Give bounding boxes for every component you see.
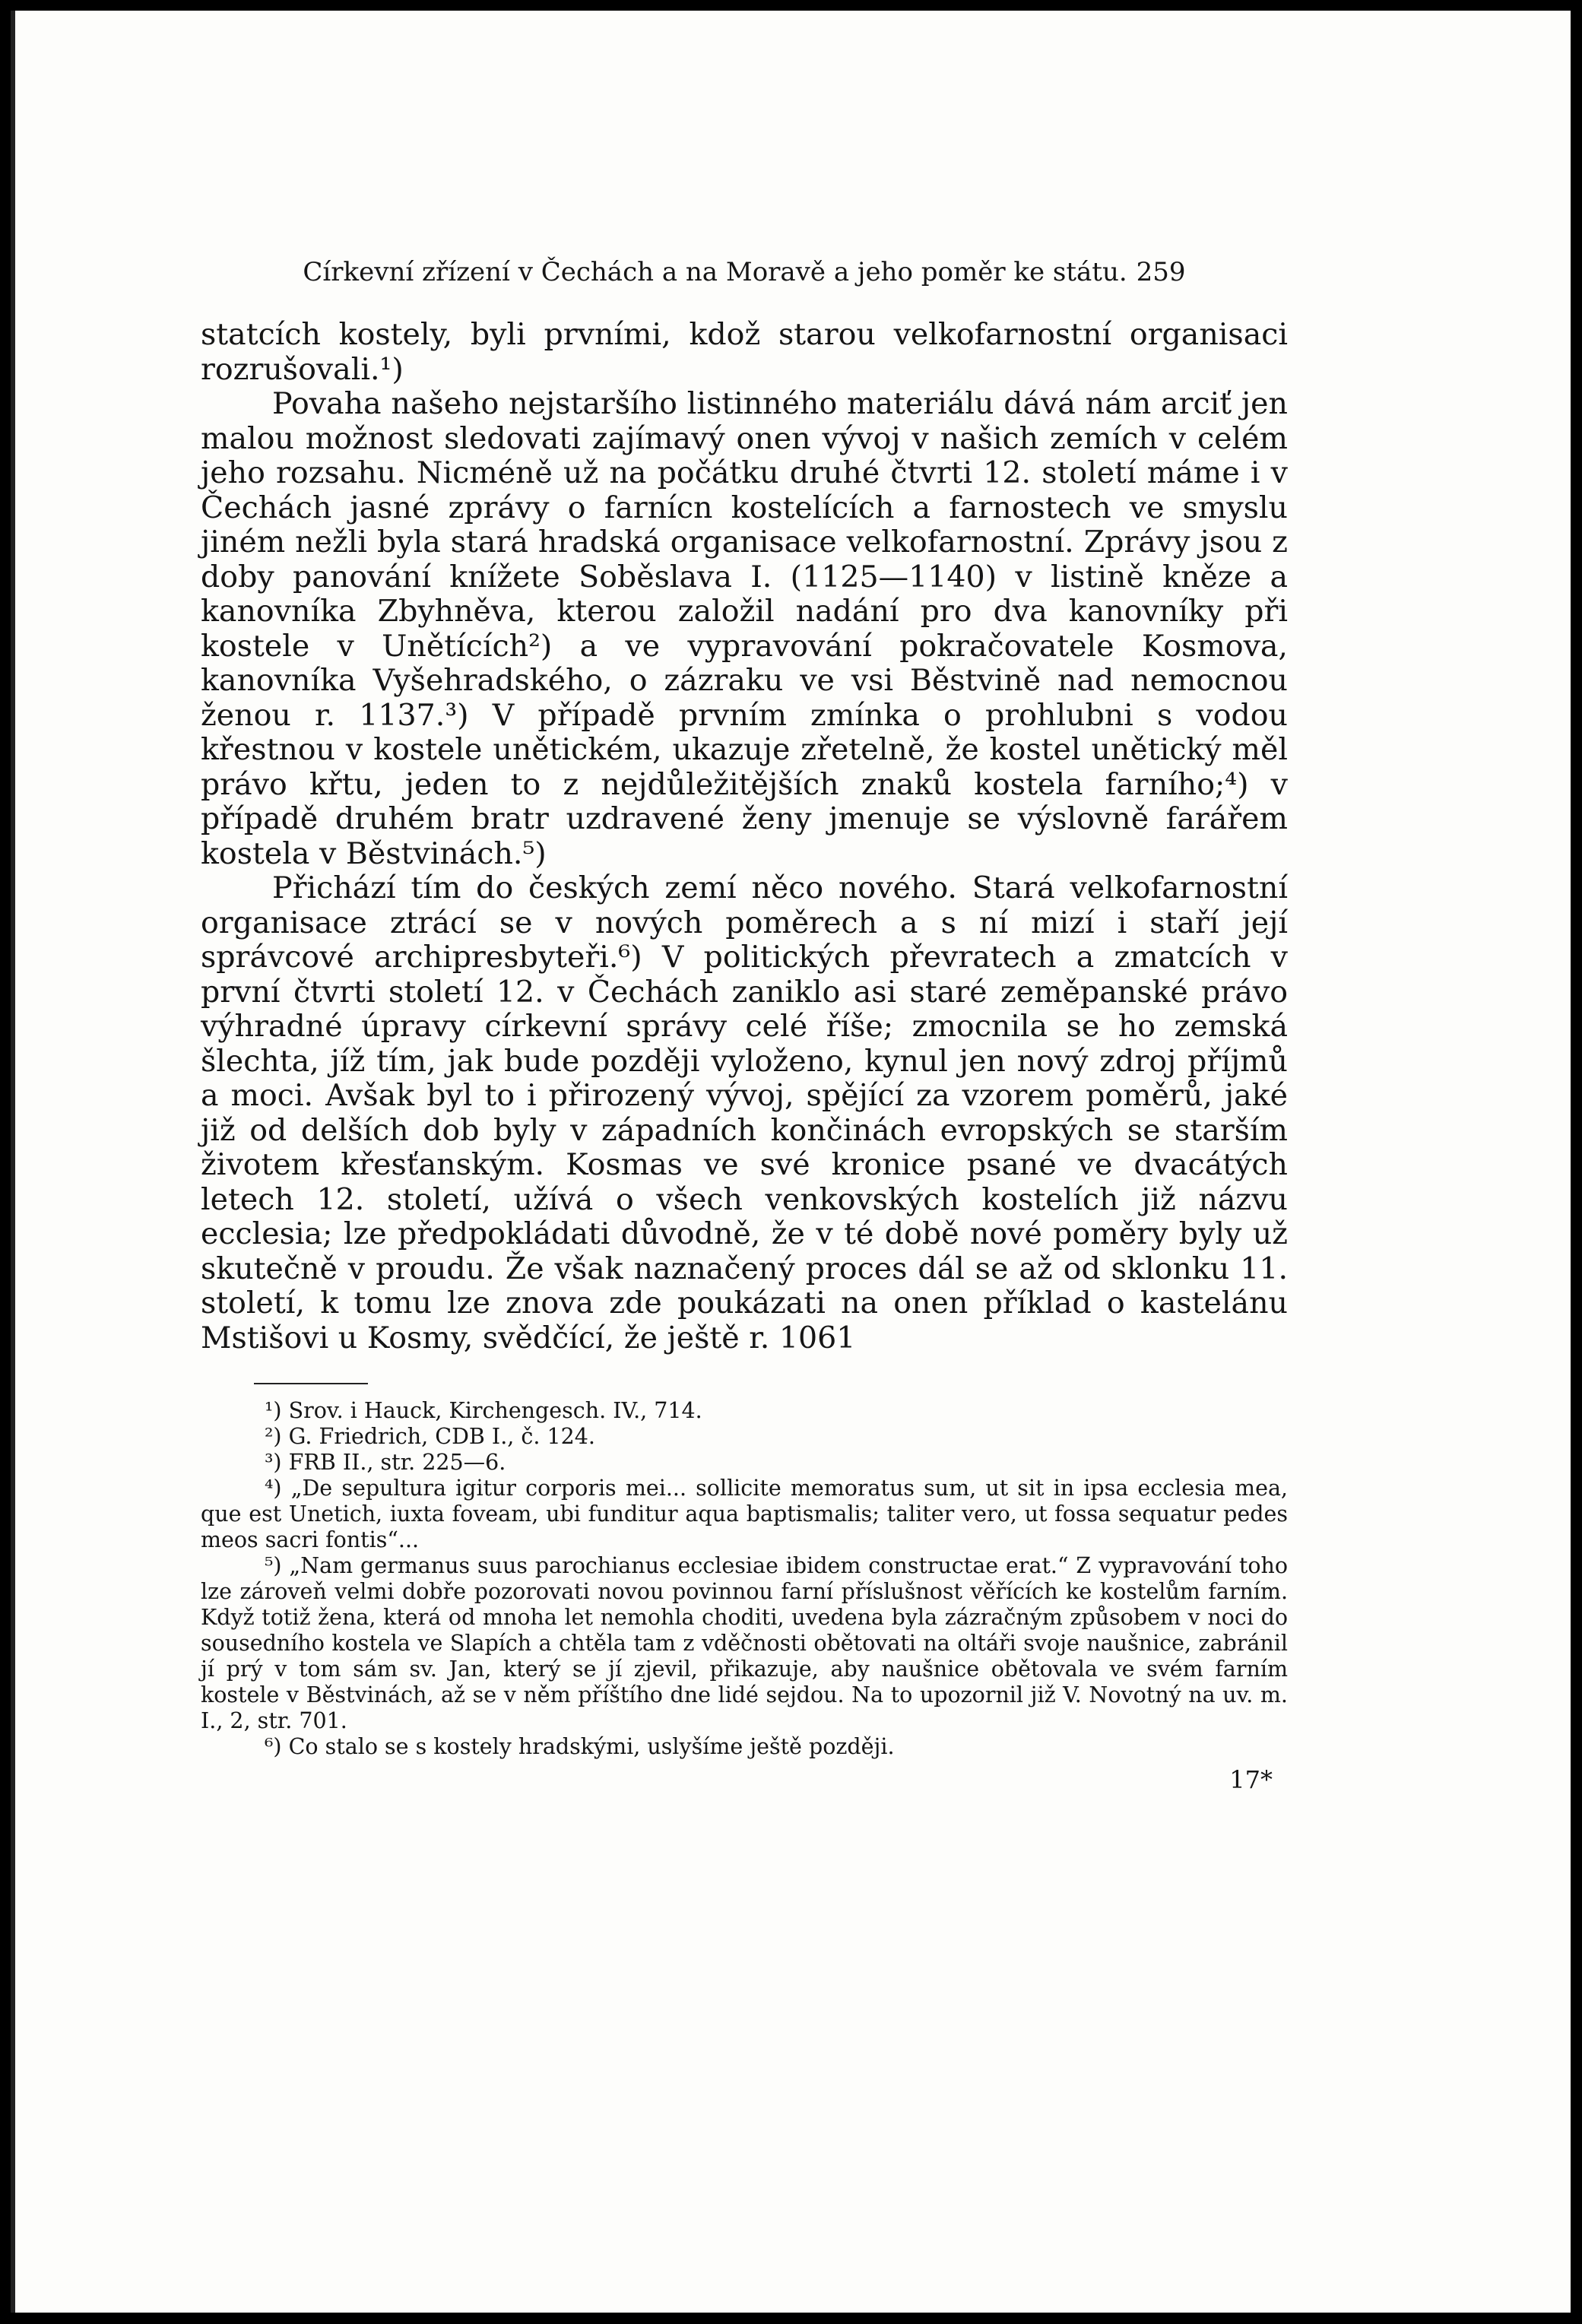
paragraph: statcích kostely, byli prvními, kdož starou velkofarnostní organisaci rozrušovali.¹) (201, 317, 1288, 387)
footnote: ³) FRB II., str. 225—6. (265, 1450, 506, 1475)
page-content (201, 254, 1288, 1795)
page-number: 259 (1136, 257, 1186, 287)
signature-mark: 17* (1229, 1765, 1273, 1794)
footnote: ⁴) „De sepultura igitur corporis mei... sollicite memoratus sum, ut sit in ipsa ecclesia mea, que est Unetich, iuxta foveam, ubi funditur aqua baptismalis; taliter vero, ut fossa sequatur pedes meos sacri fontis“... (201, 1476, 1288, 1552)
footnote: ²) G. Friedrich, CDB I., č. 124. (265, 1424, 595, 1449)
body-text (201, 318, 1288, 1355)
running-header (201, 254, 1288, 290)
running-header-title: Církevní zřízení v Čechách a na Moravě a jeho poměr ke státu. (303, 257, 1127, 287)
footnote: ⁶) Co stalo se s kostely hradskými, uslyšíme ještě později. (265, 1734, 895, 1759)
footnotes (201, 1398, 1288, 1760)
paragraph: Povaha našeho nejstaršího listinného materiálu dává nám arciť jen malou možnost sledovati zajímavý onen vývoj v našich zemích v celém jeho rozsahu. Nicméně už na počátku druhé čtvrti 12. století máme i v Čechách jasné zprávy o farnícn kostelících a farnostech ve smyslu jiném nežli byla stará hradská organisace velkofarnostní. Zprávy jsou z doby panování knížete Soběslava I. (1125—1140) v listině kněze a kanovníka Zbyhněva, kterou založil nadání pro dva kanovníky při kostele v Unětících²) a ve vypravování pokračovatele Kosmova, kanovníka Vyšehradského, o zázraku ve vsi Běstvině nad nemocnou ženou r. 1137.³) V případě prvním zmínka o prohlubni s vodou křestnou v kostele unětickém, ukazuje zřetelně, že kostel unětický měl právo křtu, jeden to z nejdůležitějších znaků kostela farního;⁴) v případě druhém bratr uzdravené ženy jmenuje se výslovně farářem kostela v Běstvinách.⁵) (201, 386, 1288, 871)
document-page (11, 11, 1571, 2313)
paragraph: Přichází tím do českých zemí něco nového. Stará velkofarnostní organisace ztrácí se v nových poměrech a s ní mizí i staří její správcové archipresbyteři.⁶) V politických převratech a zmatcích v první čtvrti století 12. v Čechách zaniklo asi staré zeměpanské právo výhradné úpravy církevní správy celé říše; zmocnila se ho zemská šlechta, jíž tím, jak bude později vyloženo, kynul jen nový zdroj příjmů a moci. Avšak byl to i přirozený vývoj, spějící za vzorem poměrů, jaké již od delších dob byly v západních končinách evropských se starším životem křesťanským. Kosmas ve své kronice psané ve dvacátých letech 12. století, užívá o všech venkovských kostelích již názvu ecclesia; lze předpokládati důvodně, že v té době nové poměry byly už skutečně v proudu. Že však naznačený proces dál se až od sklonku 11. století, k tomu lze znova zde poukázati na onen příklad o kastelánu Mstišovi u Kosmy, svědčící, že ještě r. 1061 (201, 870, 1288, 1355)
footnote: ¹) Srov. i Hauck, Kirchengesch. IV., 714. (265, 1398, 702, 1423)
footnote-separator (254, 1383, 368, 1384)
footnote: ⁵) „Nam germanus suus parochianus ecclesiae ibidem constructae erat.“ Z vypravování toho lze zároveň velmi dobře pozorovati novou povinnou farní příslušnost věřících ke kostelům farním. Když totiž žena, která od mnoha let nemohla choditi, uvedena byla zázračným způsobem v noci do sousedního kostela ve Slapích a chtěla tam z vděčnosti obětovati na oltáři svoje naušnice, zabránil jí prý v tom sám sv. Jan, který se jí zjevil, přikazuje, aby naušnice obětovala ve svém farním kostele v Běstvinách, až se v něm příštího dne lidé sejdou. Na to upozornil již V. Novotný na uv. m. I., 2, str. 701. (201, 1553, 1288, 1733)
left-border-line (11, 11, 15, 2313)
